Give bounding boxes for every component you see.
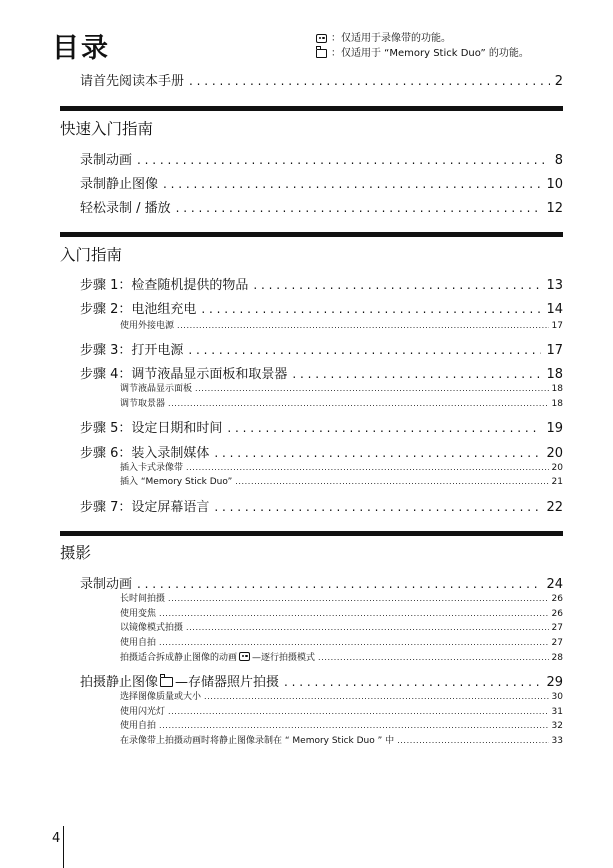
toc-sublabel: 使用变焦 (120, 609, 157, 619)
toc-sublabel: 使用自拍 (120, 721, 157, 731)
toc-entry[interactable] (80, 671, 563, 690)
legend-tape (316, 31, 529, 46)
section-title: 摄影 (60, 544, 92, 562)
toc-subentry[interactable] (120, 396, 563, 409)
toc-label: 步骤 4：调节液晶显示面板和取景器 (80, 367, 288, 382)
footer-rule (63, 826, 64, 868)
dot-leader (214, 500, 541, 514)
toc-entry[interactable] (80, 298, 563, 317)
toc-sublabel: 使用闪光灯 (120, 707, 166, 717)
dot-leader (137, 153, 550, 167)
toc-label: 步骤 6：装入录制媒体 (80, 446, 210, 461)
toc-page: 10 (546, 177, 563, 192)
dot-leader (163, 177, 541, 191)
toc-page: 29 (546, 675, 563, 690)
section-rule (60, 232, 563, 237)
toc-sublabel: 长时间拍摄 (120, 594, 166, 604)
toc-subpage: 30 (551, 692, 563, 702)
section-title: 入门指南 (60, 246, 123, 264)
dot-leader (201, 302, 541, 316)
toc-sublabel: 选择图像质量或大小 (120, 692, 202, 702)
dot-leader (159, 609, 549, 618)
toc-entry[interactable] (80, 573, 563, 592)
toc-label: 步骤 2：电池组充电 (80, 302, 197, 317)
icon-legend (316, 31, 529, 61)
memory-card-icon (316, 49, 327, 58)
toc-page: 18 (546, 367, 563, 382)
toc-label: 请首先阅读本手册 (80, 74, 185, 89)
toc-sublabel: 调节液晶显示面板 (120, 384, 193, 394)
toc-entry[interactable] (80, 173, 563, 192)
toc-page: 24 (546, 577, 563, 592)
toc-label: 录制动画 (80, 153, 133, 168)
dot-leader (159, 721, 549, 730)
toc-page: 8 (554, 153, 563, 168)
toc-subentry[interactable] (120, 635, 563, 648)
toc-label: 步骤 5：设定日期和时间 (80, 421, 223, 436)
legend-tape-text: ：仅适用于录像带的功能。 (331, 33, 451, 44)
toc-page: 19 (546, 421, 563, 436)
toc-sublabel: 使用自拍 (120, 638, 157, 648)
dot-leader (168, 707, 549, 716)
toc-subpage: 17 (551, 321, 563, 331)
toc-subentry[interactable] (120, 460, 563, 473)
toc-subentry[interactable] (120, 733, 563, 746)
memory-card-icon (160, 677, 173, 687)
toc-subpage: 33 (551, 736, 563, 746)
dot-leader (284, 675, 541, 689)
toc-label: 步骤 3：打开电源 (80, 343, 184, 358)
dot-leader (168, 594, 549, 603)
legend-memory-card (316, 46, 529, 61)
tape-icon (316, 34, 327, 43)
section-title: 快速入门指南 (60, 120, 154, 138)
toc-sublabel: 以镜像模式拍摄 (120, 623, 184, 633)
toc-entry[interactable] (80, 496, 563, 515)
tape-icon (239, 652, 250, 661)
dot-leader (159, 638, 549, 647)
legend-memory-text: ：仅适用于 “Memory Stick Duo” 的功能。 (331, 48, 529, 59)
dot-leader (176, 201, 542, 215)
toc-subentry[interactable] (120, 606, 563, 619)
toc-subpage: 27 (551, 638, 563, 648)
toc-sublabel: 在录像带上拍摄动画时将静止图像录制在 “ Memory Stick Duo ” 中 (120, 736, 395, 746)
toc-page: 20 (546, 446, 563, 461)
toc-subpage: 27 (551, 623, 563, 633)
dot-leader (195, 384, 549, 393)
toc-page: 17 (546, 343, 563, 358)
dot-leader (253, 278, 541, 292)
toc-subpage: 26 (551, 609, 563, 619)
toc-label: 轻松录制 / 播放 (80, 201, 171, 216)
section-rule (60, 531, 563, 536)
section-rule (60, 106, 563, 111)
toc-subentry[interactable] (120, 689, 563, 702)
toc-subentry[interactable] (120, 381, 563, 394)
dot-leader (292, 367, 541, 381)
toc-sublabel: 插入卡式录像带 (120, 463, 184, 473)
toc-page: 13 (546, 278, 563, 293)
page-number: 4 (52, 831, 61, 846)
toc-page: 14 (546, 302, 563, 317)
toc-subpage: 26 (551, 594, 563, 604)
toc-entry[interactable] (80, 442, 563, 461)
toc-entry[interactable] (80, 417, 563, 436)
toc-subpage: 20 (551, 463, 563, 473)
toc-label: 拍摄静止图像 —存储器照片拍摄 (80, 675, 280, 690)
toc-label: 录制动画 (80, 577, 133, 592)
dot-leader (318, 653, 549, 662)
toc-page: 2 (554, 74, 563, 89)
toc-subpage: 21 (551, 477, 563, 487)
toc-subentry[interactable] (120, 704, 563, 717)
dot-leader (227, 421, 541, 435)
dot-leader (186, 623, 549, 632)
toc-sublabel: 拍摄适合拆成静止图像的动画 —逐行拍摄模式 (120, 653, 316, 663)
toc-subpage: 32 (551, 721, 563, 731)
toc-subpage: 18 (551, 399, 563, 409)
dot-leader (186, 463, 549, 472)
toc-subpage: 31 (551, 707, 563, 717)
toc-entry[interactable] (80, 339, 563, 358)
toc-subpage: 18 (551, 384, 563, 394)
toc-entry[interactable] (80, 274, 563, 293)
toc-sublabel: 调节取景器 (120, 399, 166, 409)
toc-entry[interactable] (80, 149, 563, 168)
dot-leader (137, 577, 541, 591)
toc-label: 步骤 7：设定屏幕语言 (80, 500, 210, 515)
toc-page: 12 (546, 201, 563, 216)
toc-entry[interactable] (80, 197, 563, 216)
toc-label: 录制静止图像 (80, 177, 159, 192)
toc-label: 步骤 1：检查随机提供的物品 (80, 278, 249, 293)
toc-subentry[interactable] (120, 474, 563, 487)
toc-entry[interactable] (80, 363, 563, 382)
toc-sublabel: 插入 “Memory Stick Duo” (120, 477, 233, 487)
dot-leader (204, 692, 549, 701)
dot-leader (235, 477, 548, 486)
toc-subpage: 28 (551, 653, 563, 663)
page-title: 目录 (52, 33, 110, 64)
toc-sublabel: 使用外接电源 (120, 321, 175, 331)
dot-leader (188, 343, 541, 357)
toc-page: 22 (546, 500, 563, 515)
toc-entry-intro[interactable] (80, 70, 563, 89)
toc-subentry[interactable] (120, 650, 563, 663)
dot-leader (177, 321, 549, 330)
dot-leader (168, 399, 549, 408)
toc-subentry[interactable] (120, 620, 563, 633)
toc-subentry[interactable] (120, 318, 563, 331)
toc-subentry[interactable] (120, 591, 563, 604)
toc-subentry[interactable] (120, 718, 563, 731)
dot-leader (214, 446, 541, 460)
dot-leader (189, 74, 550, 88)
dot-leader (397, 736, 548, 745)
